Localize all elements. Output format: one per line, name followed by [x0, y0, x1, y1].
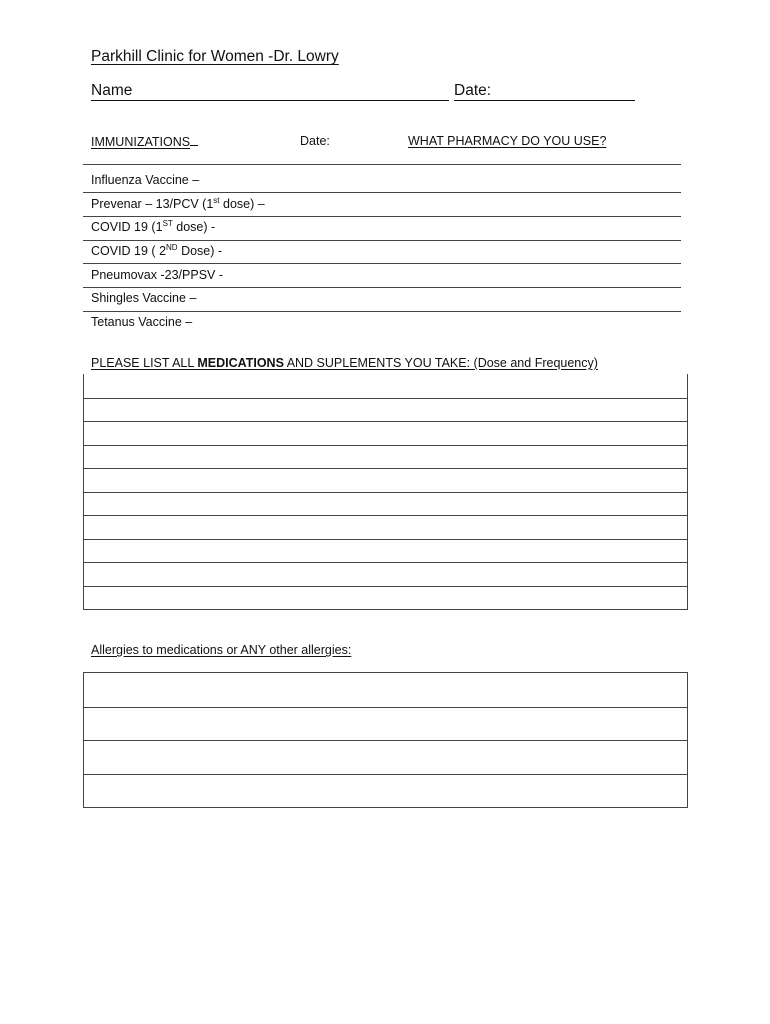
- vaccine-dose: dose) –: [219, 197, 265, 211]
- immunization-row: [91, 291, 196, 305]
- medications-table: [83, 374, 688, 610]
- immunization-row: [91, 315, 192, 329]
- immunization-row: [91, 197, 265, 211]
- pharmacy-question: WHAT PHARMACY DO YOU USE?: [408, 134, 607, 148]
- allergies-header: Allergies to medications or ANY other allergies:: [91, 643, 352, 657]
- vaccine-name: COVID 19 ( 2: [91, 244, 167, 258]
- name-field[interactable]: [91, 100, 449, 101]
- immunization-row: [91, 173, 199, 187]
- dose-ordinal: ND: [166, 243, 178, 252]
- medication-row[interactable]: [84, 562, 687, 586]
- medication-row[interactable]: [84, 421, 687, 445]
- vaccine-name: Prevenar – 13/PCV (1: [91, 197, 214, 211]
- allergy-row[interactable]: [84, 740, 687, 774]
- medication-row[interactable]: [84, 468, 687, 492]
- medication-row[interactable]: [84, 539, 687, 563]
- vaccine-name: Influenza Vaccine –: [91, 173, 200, 187]
- immunization-row: [91, 244, 222, 258]
- immunization-row: [91, 268, 223, 282]
- row-divider: [83, 216, 681, 217]
- form-title: Parkhill Clinic for Women -Dr. Lowry: [91, 48, 339, 65]
- medication-row[interactable]: [84, 492, 687, 516]
- dose-ordinal: ST: [162, 219, 173, 228]
- allergy-row[interactable]: [84, 774, 687, 808]
- immunization-date-header: Date:: [300, 134, 330, 148]
- vaccine-name: Pneumovax -23/PPSV -: [91, 268, 224, 282]
- allergies-table: [83, 672, 688, 808]
- row-divider: [83, 240, 681, 241]
- divider: [83, 164, 681, 165]
- vaccine-name: Shingles Vaccine –: [91, 291, 197, 305]
- immunization-row: [91, 220, 215, 234]
- date-field[interactable]: [454, 100, 635, 101]
- row-divider: [83, 263, 681, 264]
- medication-row[interactable]: [84, 445, 687, 469]
- vaccine-name: Tetanus Vaccine –: [91, 315, 193, 329]
- medication-row[interactable]: [84, 515, 687, 539]
- name-label: Name: [91, 82, 133, 99]
- medications-header: PLEASE LIST ALL MEDICATIONS AND SUPLEMENTS YOU TAKE: (Dose and Frequency): [91, 356, 598, 370]
- immunizations-header: IMMUNIZATIONS: [91, 134, 198, 149]
- dose-ordinal: st: [213, 196, 220, 205]
- allergy-row[interactable]: [84, 707, 687, 741]
- vaccine-dose: Dose) -: [177, 244, 223, 258]
- row-divider: [83, 311, 681, 312]
- medication-row[interactable]: [84, 374, 687, 398]
- row-divider: [83, 192, 681, 193]
- allergy-row[interactable]: [84, 673, 687, 707]
- medication-row[interactable]: [84, 586, 687, 610]
- vaccine-dose: dose) -: [172, 220, 216, 234]
- vaccine-name: COVID 19 (1: [91, 220, 163, 234]
- row-divider: [83, 287, 681, 288]
- date-label: Date:: [454, 82, 492, 99]
- medication-row[interactable]: [84, 398, 687, 422]
